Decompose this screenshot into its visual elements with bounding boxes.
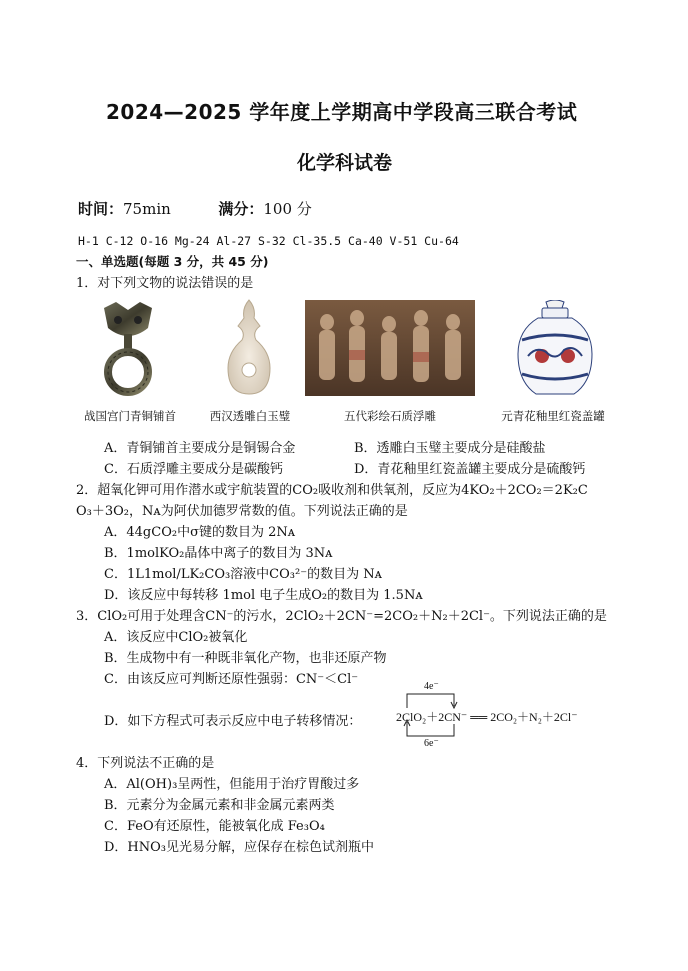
q3-option-b: B．生成物中有一种既非氧化产物，也非还原产物 — [104, 651, 387, 666]
q1-option-b: B．透雕白玉璧主要成分是硅酸盐 — [354, 441, 546, 456]
caption-jade: 西汉透雕白玉璧 — [209, 409, 291, 423]
porcelain-jar-image — [516, 300, 594, 396]
caption-relief: 五代彩绘石质浮雕 — [344, 409, 436, 423]
q2-option-a: A．44gCO₂中σ键的数目为 2Nᴀ — [104, 525, 296, 540]
q4-option-b: B．元素分为金属元素和非金属元素两类 — [104, 798, 335, 813]
q1-option-a: A．青铜铺首主要成分是铜锡合金 — [104, 441, 296, 456]
score-label: 满分： — [218, 200, 264, 218]
exam-meta — [78, 198, 312, 219]
q2-option-c: C．1L1mol/LK₂CO₃溶液中CO₃²⁻的数目为 Nᴀ — [104, 567, 382, 582]
time-value: 75min — [123, 200, 171, 218]
page-title: 2024—2025 学年度上学期高中学段高三联合考试 — [106, 100, 578, 124]
q2-option-d: D．该反应中每转移 1mol 电子生成O₂的数目为 1.5Nᴀ — [104, 588, 423, 603]
bronze-knocker-image — [98, 300, 158, 396]
section-title: 一、单选题(每题 3 分，共 45 分) — [76, 254, 269, 269]
score-value: 100 分 — [263, 200, 312, 218]
q4-option-a: A．Al(OH)₃呈两性，但能用于治疗胃酸过多 — [104, 777, 360, 792]
q2-stem-line2: O₃＋3O₂，Nᴀ为阿伏加德罗常数的值。下列说法正确的是 — [76, 504, 408, 519]
atomic-masses: H-1 C-12 O-16 Mg-24 Al-27 S-32 Cl-35.5 Ca-40 V-51 Cu-64 — [78, 234, 459, 248]
time-label: 时间： — [78, 200, 124, 218]
q4-option-d: D．HNO₃见光易分解，应保存在棕色试剂瓶中 — [104, 840, 375, 855]
q4-stem: 4．下列说法不正确的是 — [76, 756, 215, 771]
q3-option-c: C．由该反应可判断还原性强弱：CN⁻＜Cl⁻ — [104, 672, 359, 687]
electron-transfer-diagram — [392, 681, 604, 754]
caption-bronze: 战国宫门青铜铺首 — [84, 409, 176, 423]
eq-bottom-label: 6e⁻ — [424, 738, 439, 749]
q3-option-d: D．如下方程式可表示反应中电子转移情况： — [104, 714, 362, 729]
q4-option-c: C．FeO有还原性，能被氧化成 Fe₃O₄ — [104, 819, 325, 834]
q1-stem: 1．对下列文物的说法错误的是 — [76, 276, 254, 291]
q1-option-d: D．青花釉里红瓷盖罐主要成分是硫酸钙 — [354, 462, 586, 477]
q3-stem: 3．ClO₂可用于处理含CN⁻的污水，2ClO₂＋2CN⁻=2CO₂＋N₂＋2Cl⁻。下列说法正确的是 — [76, 609, 607, 624]
jade-bi-disc-image — [226, 298, 272, 396]
eq-main: 2ClO₂＋2CN⁻ ══ 2CO₂＋N₂＋2Cl⁻ — [396, 710, 578, 724]
eq-top-label: 4e⁻ — [424, 681, 439, 692]
subject-title: 化学科试卷 — [297, 152, 393, 174]
caption-jar: 元青花釉里红瓷盖罐 — [501, 409, 605, 423]
q1-option-c: C．石质浮雕主要成分是碳酸钙 — [104, 462, 283, 477]
q2-stem-line1: 2．超氧化钾可用作潜水或宇航装置的CO₂吸收剂和供氧剂，反应为4KO₂＋2CO₂＝2K₂C — [76, 483, 588, 498]
q3-option-a: A．该反应中ClO₂被氧化 — [104, 630, 248, 645]
q2-option-b: B．1molKO₂晶体中离子的数目为 3Nᴀ — [104, 546, 333, 561]
stone-relief-image — [305, 300, 475, 396]
